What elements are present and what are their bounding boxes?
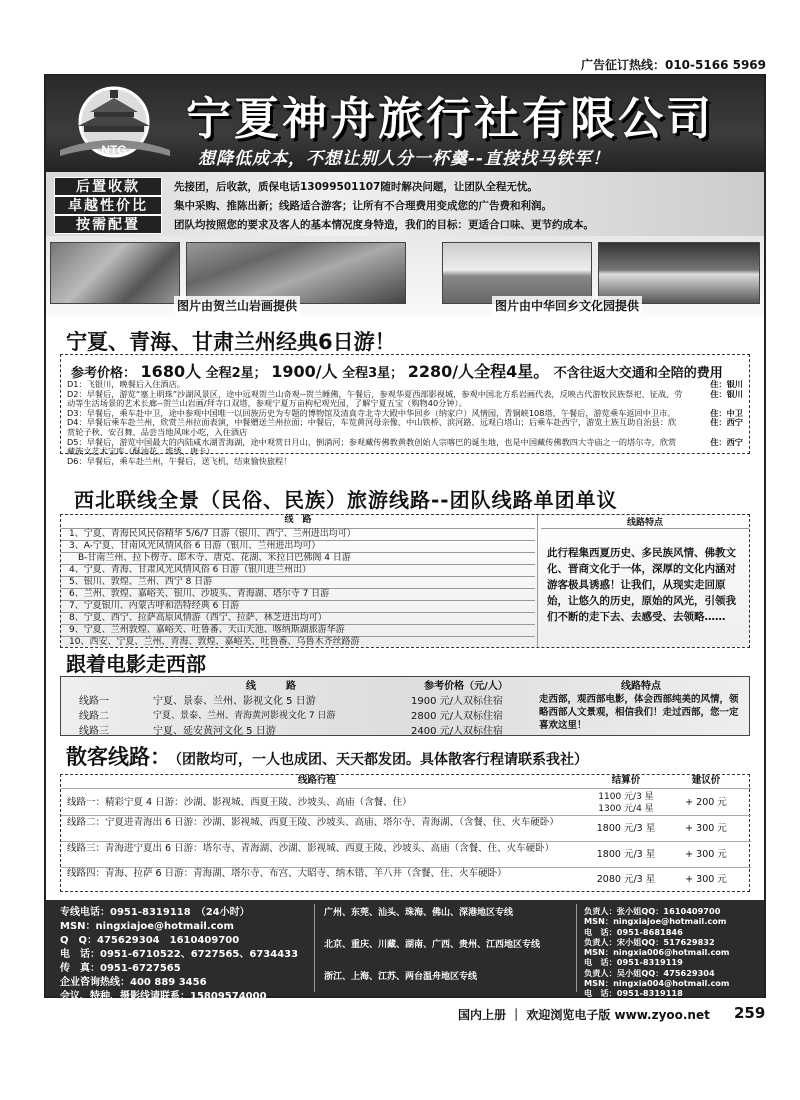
northwest-box [60,514,750,648]
day-stay: 住：西宁 [710,417,743,428]
mountain-photo [186,242,406,304]
feature-tag: 后置收款 [54,177,162,196]
ad-frame [44,74,766,1002]
route-price: 1900 元/人双标住宿 [411,696,503,707]
company-name: 宁夏神舟旅行社有限公司 [186,92,715,145]
table-row: B-甘南兰州、拉卜楞寺、郎木寺、唐克、花湖、米拉日巴佛阁 4 日游 [61,553,535,565]
itinerary-day [67,438,743,457]
contact-line: 企业咨询热线：400 889 3456 [60,977,207,988]
route-desc: 线路二：宁夏进青海出 6 日游：沙湖、影视城、西夏王陵、沙坡头、高庙、塔尔寺、青海湖、（含餐、住、火车硬卧） [67,817,559,828]
route-price: 1800 元/3 星 [596,823,656,834]
slogan: 想降低成本，不想让别人分一杯羹--直接找马铁军！ [198,149,611,169]
table-row: 3、A-宁夏、甘南风光风情风俗 6 日游（银川、兰州进出均可） [61,541,535,553]
contact-line: 专线电话：0951-8319118 （24小时） [60,907,250,918]
day-text: D2：早餐后，游览“塞上明珠”沙湖风景区，途中远观贺兰山奇观--贺兰睡佛，午餐后，参观华夏西部影视城，参观中国北方系岩画代表，反映古代游牧民族祭祀、征战、劳动等生活场景的艺术长廊--贺兰山岩画/拜寺口双塔，参观宁夏万亩枸杞观光园，了解宁夏五宝（购物40分钟）。 [67,388,683,409]
table-row [61,790,751,816]
route-suggest: + 300 元 [685,823,727,834]
divider [314,904,315,992]
scatter-note: （团散均可，一人也成团、天天都发团。具体散客行程请联系我社） [175,752,588,768]
contact-line: 会议、特种、摄影线请联系：15809574000 [60,991,267,1002]
route-feature: 此行程集西夏历史、多民族风情、佛教文化、晋商文化于一体，深厚的文化内涵对游客极具诱惑！让我们，从现实走回原始，让悠久的历史，原始的风光，引领我们不断的走下去、去感受、去领略…… [547,547,736,623]
table-header: 线路特点 [621,681,661,692]
itinerary-day [67,418,743,437]
price-2star: 1680人 [140,362,202,381]
table-row [61,842,751,868]
table-row: 1、宁夏、青海民风民俗精华 5/6/7 日游（银川、西宁、兰州进出均可） [61,529,535,541]
contact-right [584,906,729,999]
scatter-title: 散客线路： [66,745,171,769]
contact-line: 电 话：0951-6710522、6727565、6734433 [60,949,299,960]
table-row: 10、西安、宁夏、兰州、青海、敦煌、嘉峪关、吐鲁番、乌鲁木齐丝路游 [69,637,360,647]
day-stay: 住：中卫 [710,407,743,418]
photo-caption: 图片由中华回乡文化园提供 [492,296,642,315]
table-row [61,816,751,842]
tour6-box [60,354,750,466]
route-suggest: + 300 元 [685,849,727,860]
day-stay: 住：银川 [710,379,743,389]
contact-line: Q Q：475629304 1610409700 [60,935,240,946]
price-note: 不含往返大交通和全陪的费用 [553,366,723,381]
photo-caption: 图片由贺兰山岩画提供 [174,296,300,315]
contact-panel [46,900,764,1002]
contact-line: MSN：ningxiajoe@hotmail.com [60,921,234,932]
logo-text: NTG [101,143,127,157]
day-text: D3：早餐后，乘车赴中卫，途中参观中国唯一以回族历史为专题的博物馆及清真寺北寺大殿中华回乡（纳家户）风情园，青铜峡108塔，午餐后，游览乘车返回中卫市。 [67,407,676,418]
day-text: D6：早餐后，乘车赴兰州，午餐后，送飞机，结束愉快旅程！ [67,455,292,466]
feature-row [54,195,552,215]
table-header: 线路特点 [541,515,749,529]
price-3star-label: 全程3星； [342,366,404,381]
price-4star: 2280/人全程4星。 [407,362,550,381]
route-suggest: + 200 元 [685,797,727,808]
region-line: 浙江、上海、江苏、两台温舟地区专线 [324,972,478,982]
route-desc: 宁夏、景泰、兰州、影视文化 5 日游 [153,696,316,707]
tour6-title: 宁夏、青海、甘肃兰州经典6日游！ [66,330,396,354]
feature-desc: 集中采购、推陈出新；线路适合游客；让所有不合理费用变成您的广告费和利润。 [174,199,552,212]
itinerary-day [67,457,743,467]
contact-mid [324,906,540,984]
table-row: 5、银川、敦煌、兰州、西宁 8 日游 [61,577,535,589]
divider [537,515,538,647]
table-header: 结算价 [611,775,641,786]
route-desc: 线路三：青海进宁夏出 6 日游：塔尔寺、青海湖、沙湖、影视城、西夏王陵、沙坡头、高庙（含餐、住、火车硬卧） [67,843,555,854]
divider [576,904,577,992]
header-banner [46,76,764,172]
page-number: 259 [734,1004,766,1022]
contact-line: 电 话：0951-8319119 [584,957,683,968]
mosque-photo [442,242,592,304]
rock-art-photo [50,242,180,304]
region-line: 广州、东莞、汕头、珠海、佛山、深港地区专线 [324,908,514,918]
itinerary-day [67,390,743,409]
feature-row [54,176,538,196]
photo-strip [46,236,764,316]
contact-line: 电 话：0951-8681846 [584,926,683,937]
table-row: 4、宁夏、青海、甘肃风光风情风俗 6 日游（银川进兰州出） [61,565,535,577]
table-header: 建议价 [691,775,721,786]
table-row: 9、宁夏、兰州敦煌、嘉峪关、吐鲁番、天山天池、喀纳斯湖旅游华游 [61,625,535,637]
price-2star-label: 全程2星； [205,366,267,381]
price-3star: 1900/人 [271,362,338,381]
feature-desc: 团队均按照您的要求及客人的基本情况度身特造，我们的目标：更适合口味、更节约成本。 [174,218,594,231]
table-row: 6、兰州、敦煌、嘉峪关、银川、沙坡头、青海湖、塔尔寺 7 日游 [61,589,535,601]
day-stay: 住：银川 [710,388,743,399]
route-name: 线路三 [79,726,109,737]
day-text: D5：早餐后，游览中国最大的内陆咸水湖青海湖，途中观赏日月山、倒淌河；参观藏传佛教黄教创始人宗喀巴的诞生地，也是中国藏传佛教四大寺庙之一的塔尔寺，欣赏藏族文艺术宝库（酥油花、堆绣、唐卡） [67,436,677,457]
route-name: 线路二 [79,711,109,722]
contact-left [60,906,298,1004]
contact-line: 传 真：0951-6727565 [60,963,181,974]
route-desc: 宁夏、景泰、兰州、青海黄河影视文化 7 日游 [153,711,336,721]
ad-hotline: 广告征订热线：010-5166 5969 [580,58,766,72]
contact-line: 负责人：吴小姐QQ：475629304 [584,967,715,978]
route-price: 1800 元/3 星 [596,849,656,860]
day-text: D1：飞银川，晚餐后入住酒店。 [67,379,185,389]
route-price: 1100 元/3 星 1300 元/4 星 [598,792,663,814]
movie-title: 跟着电影走西部 [66,652,206,676]
mosque-night-photo [598,242,760,304]
table-header-row [61,775,751,789]
day-text: D4：早餐后乘车赴兰州，欣赏兰州拉面表演，中餐赠送兰州拉面；中餐后，车览黄河母亲像、中山铁桥、滨河路、远观白塔山；后乘车赴西宁，游览土族互助自治县：欣赏轮子秋、安召舞、品尝当地风味小吃，入住酒店 [67,417,677,437]
movie-box [60,676,750,736]
day-stay [683,457,743,467]
footer-text: 国内上册 ｜ 欢迎浏览电子版 www.zyoo.net [458,1008,710,1022]
movie-feature: 走西部，观西部电影，体会西部纯美的风情，领略西部人文景观，相信我们！走过西部，您一定喜欢这里！ [539,694,739,731]
feature-desc: 先接团，后收款，质保电话13099501107随时解决问题，让团队全程无忧。 [174,180,538,193]
northwest-title: 西北联线全景（民俗、民族）旅游线路--团队线路单团单议 [74,488,618,512]
region-line: 北京、重庆、川藏、湖南、广西、贵州、江西地区专线 [324,940,541,950]
table-header: 参考价格（元/人） [424,681,508,692]
route-price: 2080 元/3 星 [596,874,656,885]
contact-line: MSN：ningxia004@hotmail.com [584,978,730,989]
table-row [61,868,751,892]
route-desc: 线路四：青海、拉萨 6 日游：青海湖、塔尔寺、布宫、大昭寺、纳木错、羊八井（含餐、住、火车硬卧） [67,868,507,879]
route-name: 线路一 [79,696,109,707]
itinerary [67,380,743,466]
feature-row [54,214,594,234]
contact-line: 负责人：张小姐QQ：1610409700 [584,906,721,916]
contact-line: 电 话：0951-8319118 [584,988,683,999]
temple-logo-icon [56,84,174,166]
route-suggest: + 300 元 [685,874,727,885]
table-header: 线 路 [61,515,535,529]
route-price: 2800 元/人双标住宿 [411,711,503,722]
price-label: 参考价格： [71,366,137,381]
contact-line: MSN：ningxiajoe@hotmail.com [584,916,727,927]
day-stay: 住：西宁 [710,436,743,447]
table-row: 7、宁夏银川、内蒙古呼和浩特经典 6 日游 [61,601,535,613]
table-row: 8、宁夏、西宁、拉萨高原风情游（西宁、拉萨、林芝进出均可） [61,613,535,625]
scatter-box [60,774,750,892]
contact-line: MSN：ningxia006@hotmail.com [584,947,730,958]
route-desc: 宁夏、延安黄河文化 5 日游 [153,726,276,737]
table-header: 线 路 [246,681,296,692]
feature-tag: 按需配置 [54,215,162,234]
features-panel [46,172,764,236]
contact-line: 负责人：宋小姐QQ：517629832 [584,936,715,947]
scatter-heading [66,741,588,771]
route-desc: 线路一：精彩宁夏 4 日游：沙湖、影视城、西夏王陵、沙坡头、高庙（含餐、住） [67,797,412,808]
route-price: 2400 元/人双标住宿 [411,726,503,737]
feature-tag: 卓越性价比 [54,196,162,215]
table-header: 线路行程 [297,775,336,786]
